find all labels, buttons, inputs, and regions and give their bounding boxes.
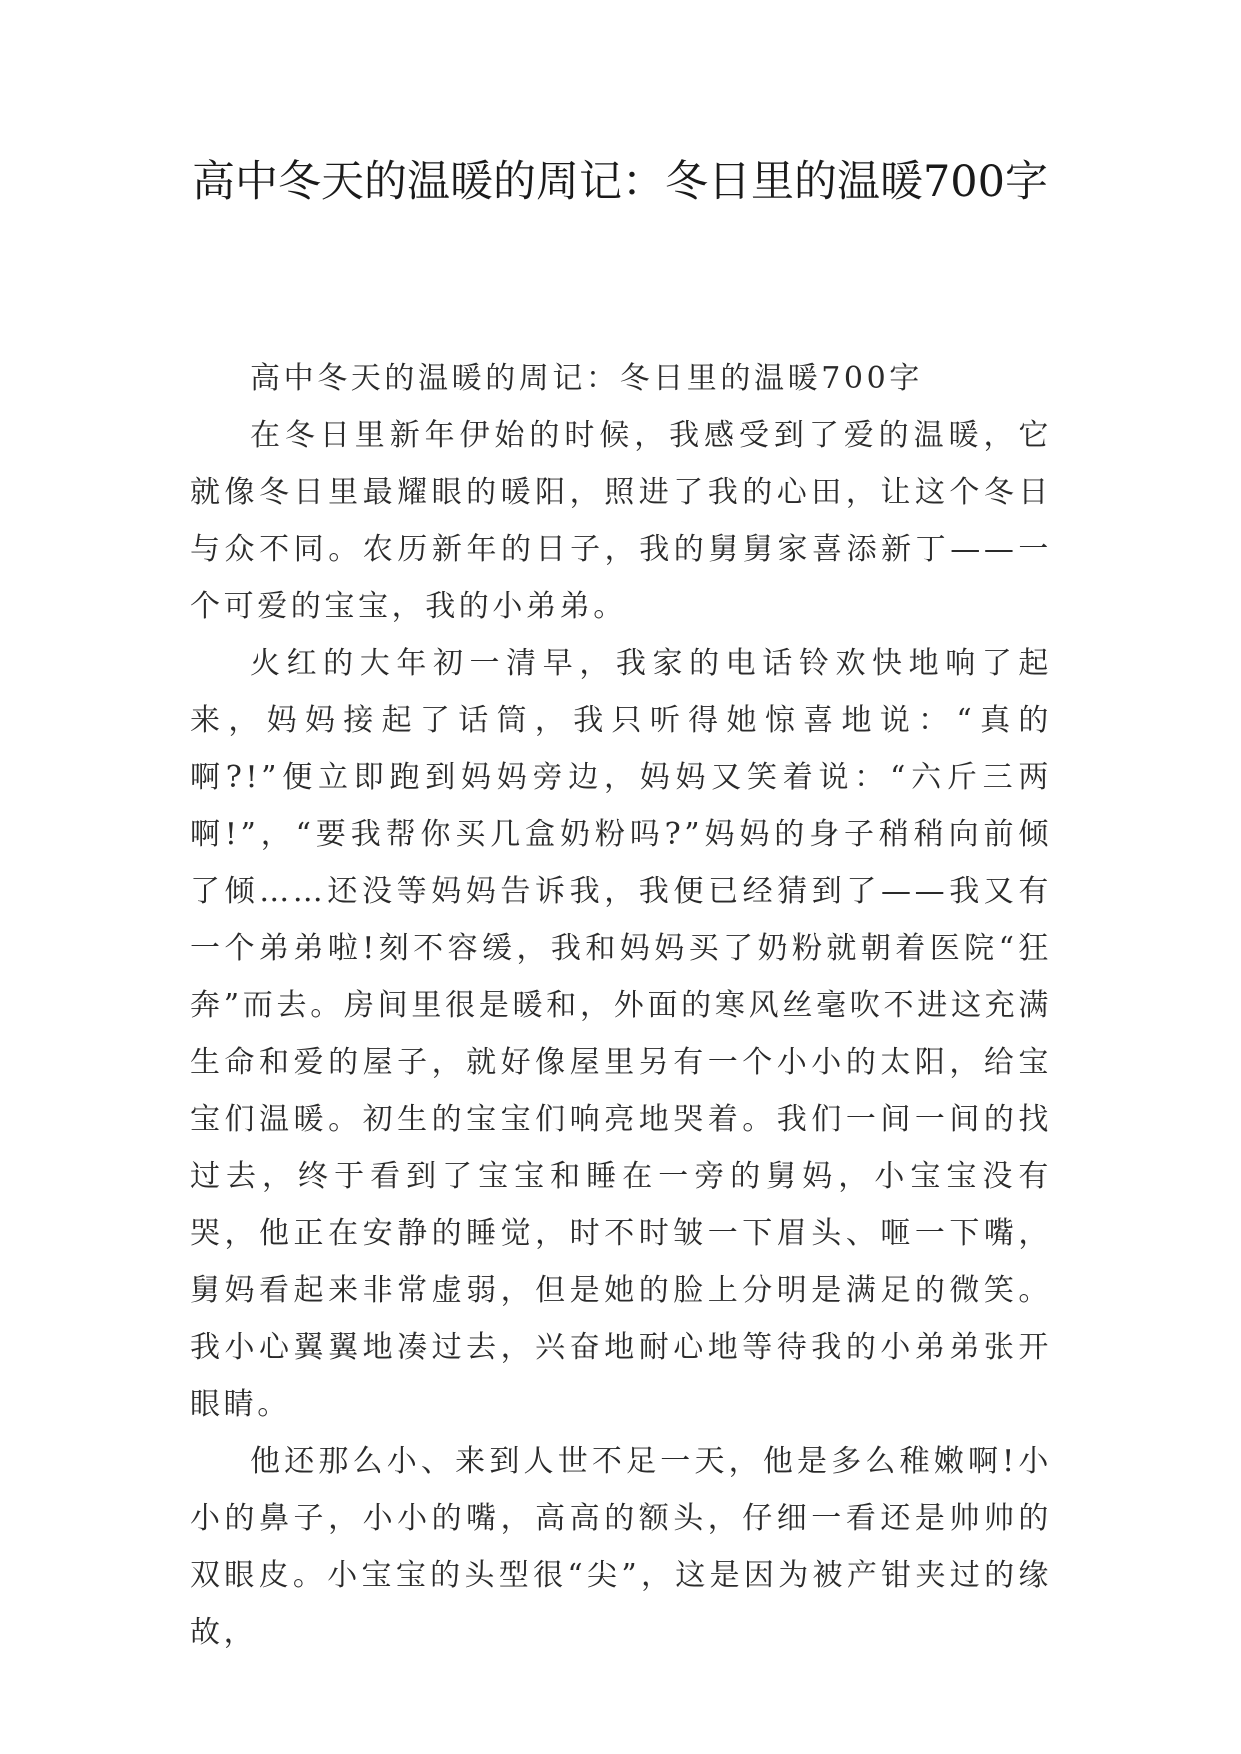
paragraph: 他还那么小、来到人世不足一天，他是多么稚嫩啊!小小的鼻子，小小的嘴，高高的额头，仔细一看还是帅帅的双眼皮。小宝宝的头型很“尖”，这是因为被产钳夹过的缘故， bbox=[190, 1444, 1052, 1650]
paragraph: 在冬日里新年伊始的时候，我感受到了爱的温暖，它就像冬日里最耀眼的暖阳，照进了我的心田，让这个冬日与众不同。农历新年的日子，我的舅舅家喜添新丁——一个可爱的宝宝，我的小弟弟。 bbox=[190, 418, 1052, 624]
paragraph-subtitle: 高中冬天的温暖的周记：冬日里的温暖700字 bbox=[250, 361, 923, 396]
paragraph: 火红的大年初一清早，我家的电话铃欢快地响了起来，妈妈接起了话筒，我只听得她惊喜地说：“真的啊?!”便立即跑到妈妈旁边，妈妈又笑着说：“六斤三两啊!”，“要我帮你买几盒奶粉吗?”妈妈的身子稍稍向前倾了倾……还没等妈妈告诉我，我便已经猜到了——我又有一个弟弟啦!刻不容缓，我和妈妈买了奶粉就朝着医院“狂奔”而去。房间里很是暖和，外面的寒风丝毫吹不进这充满生命和爱的屋子，就好像屋里另有一个小小的太阳，给宝宝们温暖。初生的宝宝们响亮地哭着。我们一间一间的找过去，终于看到了宝宝和睡在一旁的舅妈，小宝宝没有哭，他正在安静的睡觉，时不时皱一下眉头、咂一下嘴，舅妈看起来非常虚弱，但是她的脸上分明是满足的微笑。我小心翼翼地凑过去，兴奋地耐心地等待我的小弟弟张开眼睛。 bbox=[190, 646, 1052, 1422]
document-body bbox=[190, 350, 1052, 1661]
document-title: 高中冬天的温暖的周记：冬日里的温暖700字 bbox=[191, 157, 1049, 207]
